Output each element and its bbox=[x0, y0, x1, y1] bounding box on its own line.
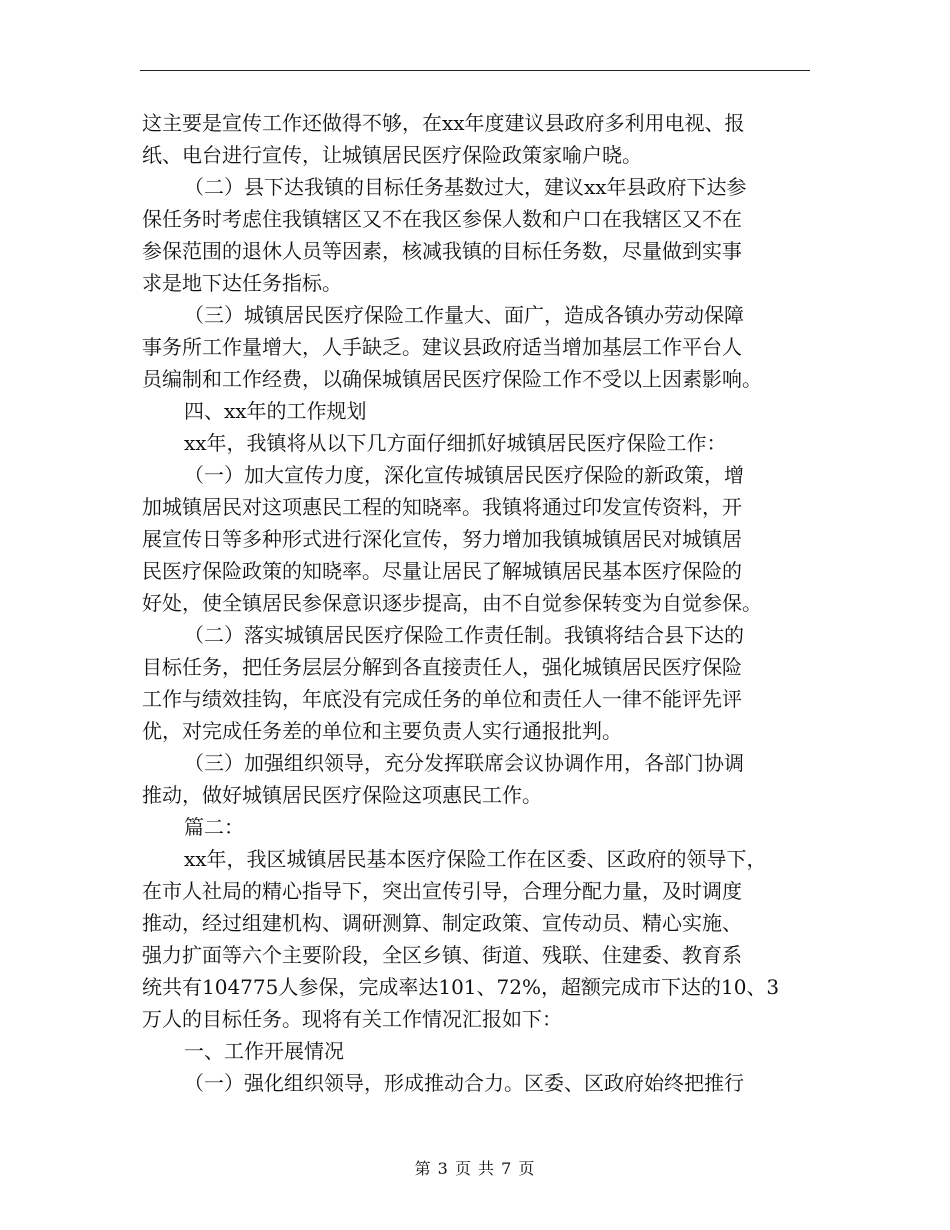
text-line: 篇二： bbox=[184, 815, 244, 839]
text-line: （二）县下达我镇的目标任务基数过大，建议xx年县政府下达参 bbox=[184, 175, 747, 199]
text-line: （一）强化组织领导，形成推动合力。区委、区政府始终把推行 bbox=[184, 1071, 744, 1095]
text-line: 目标任务，把任务层层分解到各直接责任人，强化城镇居民医疗保险 bbox=[142, 655, 742, 679]
text-line: 工作与绩效挂钩，年底没有完成任务的单位和责任人一律不能评先评 bbox=[142, 687, 742, 711]
text-line: 万人的目标任务。现将有关工作情况汇报如下： bbox=[142, 1007, 562, 1031]
text-line: 民医疗保险政策的知晓率。尽量让居民了解城镇居民基本医疗保险的 bbox=[142, 559, 742, 583]
text-line: 加城镇居民对这项惠民工程的知晓率。我镇将通过印发宣传资料，开 bbox=[142, 495, 742, 519]
text-line: 这主要是宣传工作还做得不够，在xx年度建议县政府多利用电视、报 bbox=[142, 111, 745, 135]
document-body bbox=[142, 107, 812, 1099]
text-line: 纸、电台进行宣传，让城镇居民医疗保险政策家喻户晓。 bbox=[142, 143, 642, 167]
text-line: （二）落实城镇居民医疗保险工作责任制。我镇将结合县下达的 bbox=[184, 623, 744, 647]
text-line: 推动，经过组建机构、调研测算、制定政策、宣传动员、精心实施、 bbox=[142, 911, 742, 935]
text-line: xx年，我镇将从以下几方面仔细抓好城镇居民医疗保险工作： bbox=[184, 431, 727, 455]
text-line: （三）城镇居民医疗保险工作量大、面广，造成各镇办劳动保障 bbox=[184, 303, 744, 327]
text-line: 员编制和工作经费，以确保城镇居民医疗保险工作不受以上因素影响。 bbox=[142, 367, 762, 391]
text-line: 推动，做好城镇居民医疗保险这项惠民工作。 bbox=[142, 783, 542, 807]
text-line: 参保范围的退休人员等因素，核减我镇的目标任务数，尽量做到实事 bbox=[142, 239, 742, 263]
text-line: （三）加强组织领导，充分发挥联席会议协调作用，各部门协调 bbox=[184, 751, 744, 775]
text-line: 强力扩面等六个主要阶段，全区乡镇、街道、残联、住建委、教育系 bbox=[142, 943, 742, 967]
text-line: 好处，使全镇居民参保意识逐步提高，由不自觉参保转变为自觉参保。 bbox=[142, 591, 762, 615]
text-line: xx年，我区城镇居民基本医疗保险工作在区委、区政府的领导下， bbox=[184, 847, 767, 871]
text-line: 展宣传日等多种形式进行深化宣传，努力增加我镇城镇居民对城镇居 bbox=[142, 527, 742, 551]
text-line: 优，对完成任务差的单位和主要负责人实行通报批判。 bbox=[142, 719, 622, 743]
text-line: （一）加大宣传力度，深化宣传城镇居民医疗保险的新政策，增 bbox=[184, 463, 744, 487]
page-number-footer: 第 3 页 共 7 页 bbox=[414, 1159, 536, 1178]
text-line: 在市人社局的精心指导下，突出宣传引导，合理分配力量，及时调度 bbox=[142, 879, 742, 903]
text-line: 统共有104775人参保，完成率达101、72%，超额完成市下达的10、3 bbox=[142, 975, 780, 999]
header-rule bbox=[140, 70, 810, 71]
text-line: 保任务时考虑住我镇辖区又不在我区参保人数和户口在我辖区又不在 bbox=[142, 207, 742, 231]
text-line: 事务所工作量增大，人手缺乏。建议县政府适当增加基层工作平台人 bbox=[142, 335, 742, 359]
text-line: 一、工作开展情况 bbox=[184, 1039, 344, 1063]
text-line: 四、xx年的工作规划 bbox=[184, 399, 367, 423]
text-line: 求是地下达任务指标。 bbox=[142, 271, 342, 295]
